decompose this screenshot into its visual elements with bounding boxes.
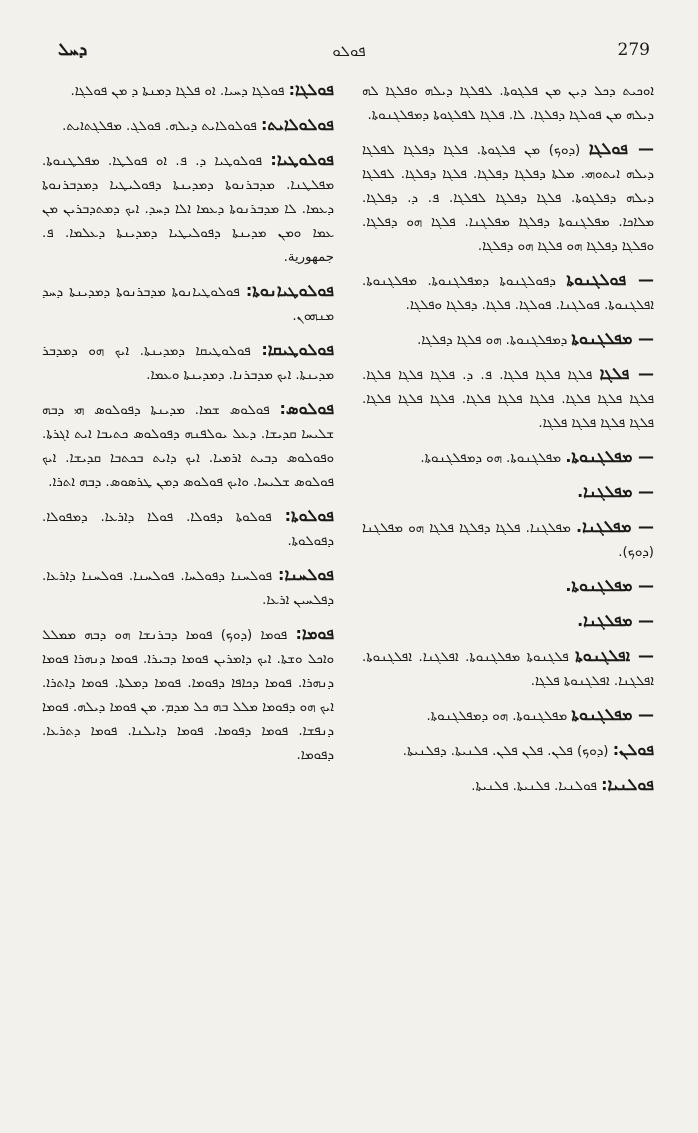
entry-headword: — ܡܦܠܓܢܘܬܐ. [565,576,654,595]
dictionary-entry [362,445,654,471]
dictionary-entry [362,574,654,600]
entry-definition: ܕܦܘܠܓܢܘܬܐ ܕܡܦܠܓܢܘܬܐ. ܡܦܠܓܢܘܬܐ. ܐܦܠܓܢܘܬܐ. ܦܘܠܓܢܐ. ܦܘܠܓܐ. ܦܠܓܐ. ܕܦܠܓܐ ܘܦܠܓܐ. [362,274,654,313]
running-head-center: ܦܘܠܘ [332,42,366,60]
entry-headword: ܦܘܠܢ: [612,740,654,759]
right-column [362,78,654,1093]
text-columns [42,78,654,1093]
dictionary-entry [362,78,654,128]
dictionary-entry [42,504,334,554]
entry-headword: — ܦܘܠܓܢܘܬܐ [566,270,654,289]
entry-definition: ܐܘܟܝܬ ܕܟܠ ܕܝܢ ܡܢ ܦܠܓܘܬܐ. ܠܦܠܓܐ ܕܝܠܗ ܘܦܠܓܐ ܠܗ ܕܝܠܗ ܡܢ ܦܘܠܓܐ ܕܦܠܓܐ. ܠܐ. ܦܠܓܐ ܠܦܠܓܘܬܐ ܕܡܦܠܓܢܘܬܐ. [362,84,654,123]
entry-headword: ܦܘܠܢܝܐ: [601,775,654,794]
entry-headword: ܦܘܠܘܛܝܐܢܘܬܐ: [245,281,334,300]
dictionary-entry [42,148,334,270]
page-header [48,40,650,70]
entry-definition: ܦܘܠܘܛܝܐ ܕ. ܦ. ܐܘ ܦܘܠܛܐ. ܡܦܠܛܢܘܬܐ. ܡܦܠܛܢܐ. ܡܕܒܪܢܘܬܐ ܕܡܕܝܢܬܐ ܕܦܘܠܝܛܝܐ ܕܡܕܒܪܢܘܬܐ ܕܥܡܐ. ܠܐ ܡܕܒܪܢܘܬܐ ܕܥܡܐ ܐܠܐ ܕܚܕ. ܐܝܟ ܕܡܬܕܒܪܝܢ ܡܢ ܥܡܐ ܘܡܢ ܡܕܝܢܬܐ ܕܦܘܠܝܛܝܐ ܕܡܕܝܢܬܐ ܕܥܠܡܐ. ܦ. جمهورية. [42,154,334,265]
entry-definition: ܦܘܠܘܛܝܩܐ ܕܡܕܝܢܬܐ. ܐܝܟ ܗܘ ܕܡܕܒܪ ܡܕܝܢܬܐ. ܐܝܟ ܡܕܒܪܢܐ. ܕܡܕܝܢܬܐ ܘܥܡܐ. [42,344,334,383]
entry-headword: — ܡܦܠܓܢܐ. [577,611,654,630]
entry-headword: — ܡܦܠܓܢܐ. [577,482,654,501]
entry-definition: ܦܘܠܘܣ ܫܡܐ. ܡܕܝܢܬܐ ܕܦܘܠܘܣ ܗܝ ܕܒܗ ܫܠܝܚܐ ܩܕܝܫܐ. ܕܥܠ ܝܘܠܦܢܗ ܕܦܘܠܘܣ ܟܬܝܒܐ ܐܝܬ ܐܓܪܬܐ. ܘܦܘܠܘܣ ܕܒܝܬ ܐܪܡܝܐ. ܐܝܟ ܕܐܝܬ ܒܟܬܒܐ ܩܕܝܫܐ. ܐܝܟ ܦܘܠܘܣ ܫܠܝܚܐ. ܘܐܝܟ ܦܘܠܘܣ ܕܡܢ ܛܪܣܘܣ. ܕܒܗ ܐܬܪܐ. [42,403,334,490]
dictionary-entry [42,279,334,329]
dictionary-entry [362,703,654,729]
dictionary-entry [42,397,334,495]
entry-definition: ܦܠܓܢܘܬܐ ܡܦܠܓܢܘܬܐ. ܐܦܠܓܢܐ. ܐܦܠܓܢܘܬܐ. ܐܦܠܓܢܐ. ܐܦܠܓܢܘܬܐ ܦܠܓܐ. [362,650,654,689]
dictionary-entry [42,338,334,388]
entry-definition: ܦܘܠܘܛܝܐܢܘܬܐ ܡܕܒܪܢܘܬܐ ܕܡܕܝܢܬܐ ܕܚܕ ܡܢܗܘܢ. [42,285,334,324]
entry-headword: — ܡܦܠܓܢܘܬܐ [571,705,654,724]
entry-headword: — ܡܦܠܓܢܐ. [576,517,654,536]
entry-headword: ܦܘܠܓܐ: [288,80,334,99]
entry-headword: ܦܘܠܘܛܝܩܐ: [261,340,334,359]
dictionary-entry [42,78,334,104]
dictionary-entry [362,738,654,764]
dictionary-entry [362,773,654,799]
entry-headword: — ܡܦܠܓܢܘܬܐ [571,329,654,348]
dictionary-entry [362,515,654,565]
dictionary-entry [362,480,654,506]
dictionary-entry [362,137,654,259]
dictionary-entry [42,622,334,768]
entry-headword: ܦܘܠܘܛܝܐ: [270,150,334,169]
dictionary-entry [42,563,334,613]
dictionary-entry [362,268,654,318]
running-head-left: ܕܚܠ [58,40,88,60]
entry-definition: ܦܘܠܢܝܐ. ܦܠܢܝܬܐ. ܦܠܢܝܬܐ. [471,779,597,794]
dictionary-entry [362,362,654,436]
entry-definition: (ܕܘܟ) ܡܢ ܦܠܓܘܬܐ. ܦܠܓܐ ܕܦܠܓܐ ܠܦܠܓܐ ܕܝܠܗ ܐܝܬܘܗܝ. ܡܠܬܐ ܕܦܠܓܐ ܕܦܠܓܐ. ܦܠܓܐ ܕܦܠܓܐ. ܠܦܠܓܐ ܕܝܠܗ ܕܦܠܓܘܬܐ. ܦܠܓܐ ܕܦܠܓܐ ܠܦܠܓܐ. ܦ. ܕ. ܕܦܠܓܐ. ܡܠܐܟܐ. ܡܦܠܓܢܘܬܐ ܕܦܠܓܐ ܡܦܠܓܢܐ. ܦܠܓܐ ܗܘ ܕܦܠܓܐ. ܘܦܠܓܐ ܕܦܠܓܐ ܗܘ ܦܠܓܐ ܗܘ ܕܦܠܓܐ. [362,143,654,254]
entry-definition: ܦܘܠܚܢܐ ܕܦܘܠܚܐ. ܦܘܠܚܢܐ. ܦܘܠܚܢܐ ܕܐܪܥܐ. ܕܦܠܚܝܢ ܐܪܥܐ. [42,569,334,608]
entry-headword: — ܐܦܠܓܢܘܬܐ [575,646,655,665]
entry-definition: ܡܦܠܓܢܘܬܐ. ܗܘ ܕܡܦܠܓܢܘܬܐ. [420,451,562,466]
entry-definition: ܡܦܠܓܢܐ. ܦܠܓܐ ܕܦܠܓܐ ܦܠܓܐ ܗܘ ܡܦܠܓܢܐ (ܕܘܟ). [362,521,654,560]
entry-definition: ܦܘܠܘܬܐ ܕܦܘܠܐ. ܦܘܠܐ ܕܐܪܥܐ. ܕܡܦܘܠܐ. ܕܦܘܠܘܬܐ. [42,510,334,549]
entry-definition: ܦܘܠܓܐ ܕܚܝܐ. ܐܘ ܦܠܓܐ ܕܡܢܬܐ ܕ ܡܢ ܦܘܠܓܐ. [70,84,285,99]
left-column [42,78,334,1093]
entry-definition: ܡܦܠܓܢܘܬܐ. ܗܘ ܕܡܦܠܓܢܘܬܐ. [426,709,568,724]
entry-headword: — ܡܦܠܓܢܘܬܐ. [565,447,654,466]
entry-headword: ܦܘܡܐ: [295,624,335,643]
entry-headword: ܦܘܠܘܣ: [279,399,334,418]
entry-headword: ܦܘܠܘܬܐ: [284,506,334,525]
entry-definition: ܦܘܡܐ (ܕܘܟ) ܦܘܡܐ ܕܒܪܢܫܐ ܗܘ ܕܒܗ ܡܡܠܠ ܘܐܟܠ ܘܫܬܐ. ܐܝܟ ܕܐܡܪܝܢ ܦܘܡܐ ܕܒܝܪܐ. ܦܘܡܐ ܕܢܗܪܐ ܦܘܡܐ ܕܢܗܪܐ. ܦܘܡܐ ܕܟܐܦܐ ܕܦܘܡܐ. ܦܘܡܐ ܕܡܠܬܐ. ܦܘܡܐ ܕܐܬܪܐ. ܐܝܟ ܗܘ ܕܦܘܡܐ ܡܠܠ ܒܗ ܟܠ ܡܕܡ. ܡܢ ܦܘܡܐ ܕܝܠܗ. ܦܘܡܐ ܕܢܦܫܐ. ܦܘܡܐ ܕܦܘܡܐ. ܦܘܡܐ ܕܐܝܠܢܐ. ܦܘܡܐ ܕܬܪܥܐ. ܕܦܘܡܐ. [42,628,334,763]
dictionary-entry [42,113,334,139]
page-number: 279 [617,40,650,60]
entry-headword: — ܦܠܓܐ [599,364,654,383]
entry-headword: — ܦܘܠܓܐ [588,139,654,158]
entry-definition: ܦܘܠܘܠܐܝܬ ܕܝܠܗ. ܦܘܠܓ. ܡܦܠܓܬܐܝܬ. [62,119,257,134]
entry-headword: ܦܘܠܚܢܐ: [278,565,334,584]
entry-definition: ܦܠܓܐ ܦܠܓܐ ܦܠܓܐ. ܦ. ܕ. ܦܠܓܐ ܦܠܓܐ ܦܠܓܐ. ܦܠܓܐ ܦܠܓܐ ܦܠܓܐ. ܦܠܓܐ ܦܠܓܐ ܦܠܓܐ. ܦܠܓܐ ܦܠܓܐ ܦܠܓܐ. ܦܠܓܐ ܦܠܓܐ ܦܠܓܐ ܦܠܓܐ. [362,368,654,431]
entry-definition: (ܕܘܟ) ܦܠܢ. ܦܠܢ ܦܠܢ. ܦܠܢܝܬܐ. ܕܦܠܢܝܬܐ. [402,744,609,759]
dictionary-entry [362,644,654,694]
dictionary-entry [362,609,654,635]
entry-headword: ܦܘܠܘܠܐܝܬ: [260,115,334,134]
dictionary-entry [362,327,654,353]
entry-definition: ܕܡܦܠܓܢܘܬܐ. ܗܘ ܦܠܓܐ ܕܦܠܓܐ. [417,333,568,348]
